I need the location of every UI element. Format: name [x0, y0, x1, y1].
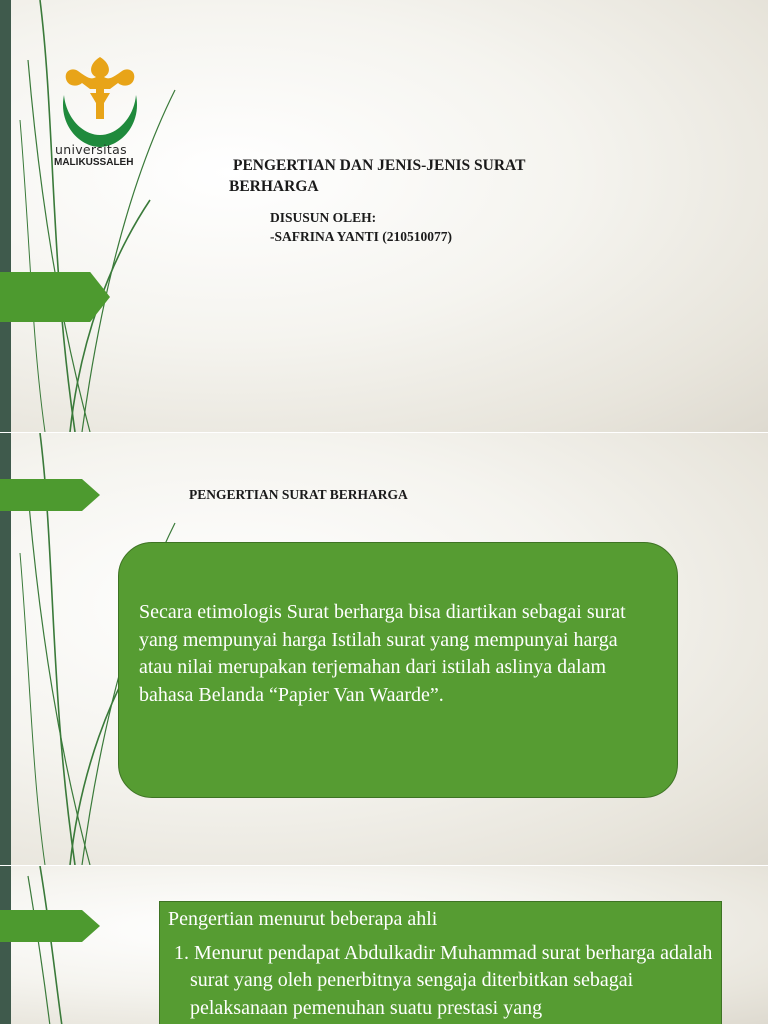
experts-box: [159, 901, 722, 1024]
list-item-text: Menurut pendapat Abdulkadir Muhammad surat berharga adalah surat yang oleh penerbitnya sengaja diterbitkan sebagai pelaksanaan pemenuhan suatu prestasi yang: [190, 941, 713, 1019]
slide-3[interactable]: [0, 866, 768, 1024]
arrow-tab: [0, 272, 110, 322]
definition-text: Secara etimologis Surat berharga bisa diartikan sebagai surat yang mempunyai harga Istilah surat yang mempunyai harga atau nilai merupakan terjemahan dari istilah aslinya dalam bahasa Belanda “Papier Van Waarde”.: [139, 601, 626, 706]
slide-edge-bar: [0, 0, 11, 432]
slide-1[interactable]: [0, 0, 768, 432]
university-name: MALIKUSSALEH: [54, 157, 134, 168]
experts-list: [168, 940, 713, 1023]
university-label: universitas: [55, 142, 127, 157]
list-item: [168, 940, 713, 1023]
slide2-title: PENGERTIAN SURAT BERHARGA: [189, 487, 408, 502]
arrow-tab: [0, 479, 100, 511]
author-name: -SAFRINA YANTI (210510077): [270, 229, 453, 244]
author-block: [270, 208, 452, 246]
slide1-title: PENGERTIAN DAN JENIS-JENIS SURAT BERHARGA: [229, 157, 526, 195]
arrow-tab: [0, 910, 100, 942]
experts-heading: Pengertian menurut beberapa ahli: [168, 908, 438, 930]
slide-edge-bar: [0, 866, 11, 1024]
slide-2[interactable]: [0, 433, 768, 865]
list-marker: 1.: [174, 941, 189, 964]
definition-card: [118, 542, 678, 798]
author-label: DISUSUN OLEH:: [270, 210, 377, 225]
